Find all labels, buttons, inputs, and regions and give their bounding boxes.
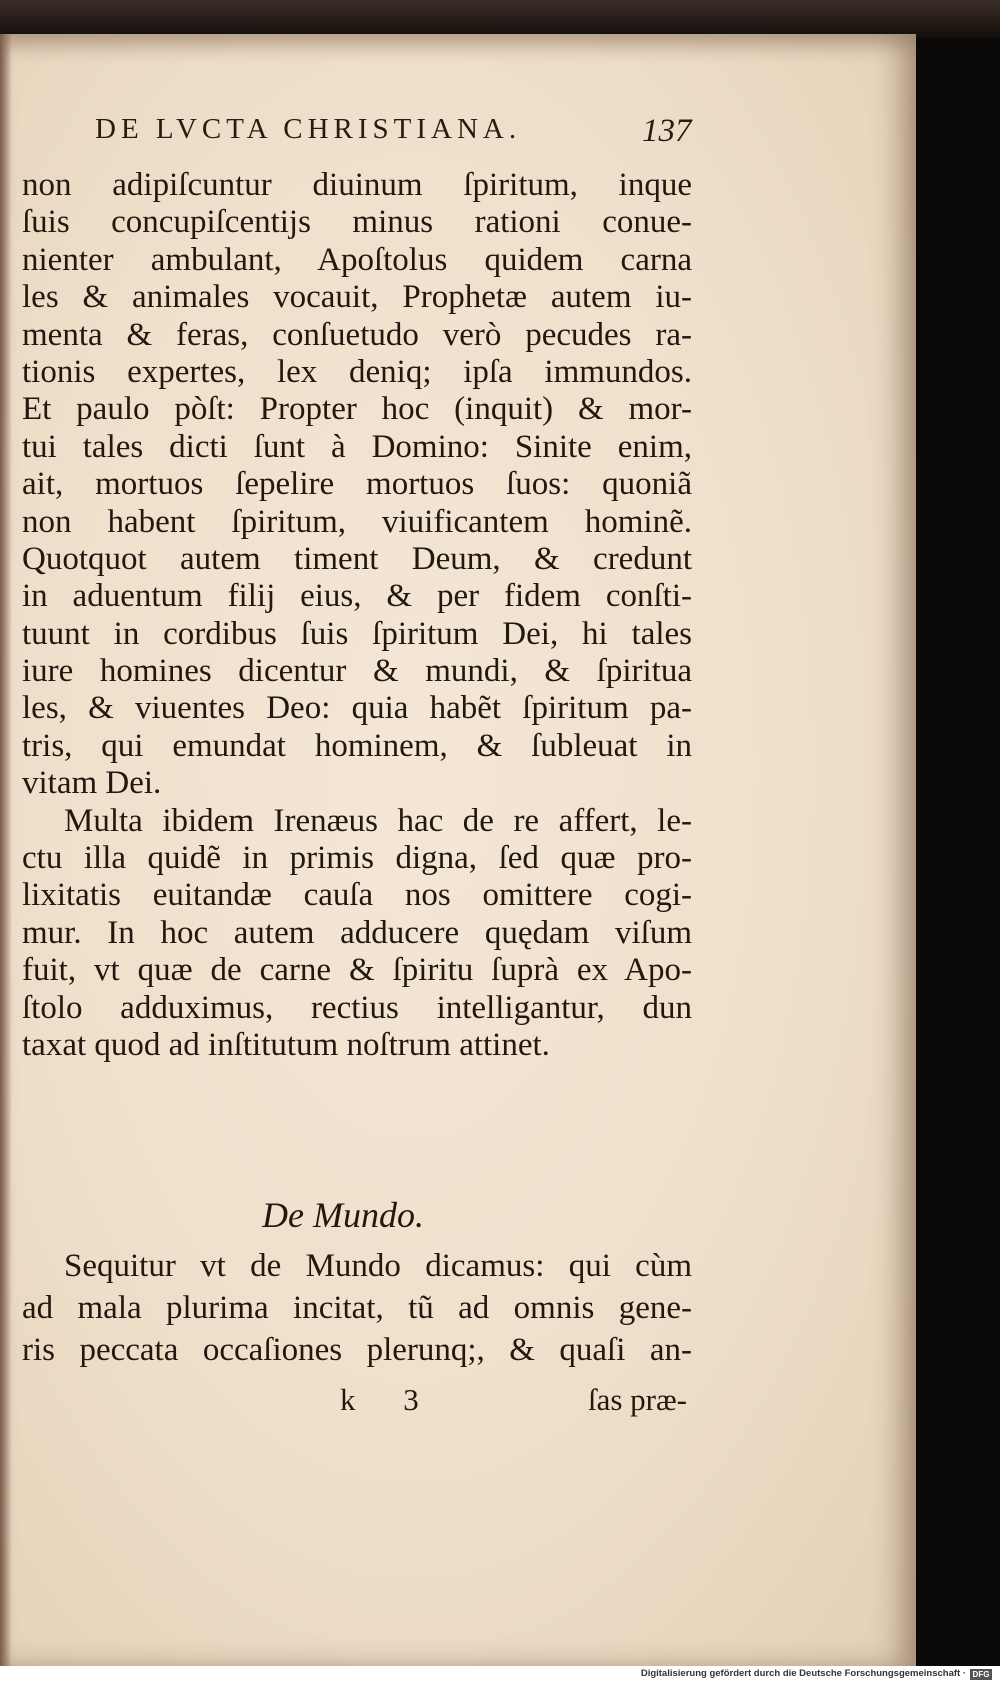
- text-line: menta & feras, conſuetudo verò pecudes ra-: [22, 316, 692, 353]
- text-line: in aduentum filij eius, & per fidem conſti-: [22, 578, 692, 615]
- text-line: ad mala plurima incitat, tũ ad omnis gene-: [22, 1290, 692, 1326]
- running-head: DE LVCTA CHRISTIANA.: [95, 113, 522, 145]
- text-line: ctu illa quidẽ in primis digna, ſed quæ pro-: [22, 840, 692, 877]
- text-block-2: [22, 1245, 692, 1371]
- text-line: tui tales dicti ſunt à Domino: Sinite enim,: [22, 428, 692, 465]
- text-line: tionis expertes, lex deniq; ipſa immundos.: [22, 353, 692, 390]
- text-line: ris peccata occaſiones plerunq;, & quaſi an-: [22, 1332, 692, 1368]
- text-line: ait, mortuos ſepelire mortuos ſuos: quoniã: [22, 466, 692, 503]
- text-line: fuit, vt quæ de carne & ſpiritu ſuprà ex Apo-: [22, 952, 692, 989]
- text-line: non adipiſcuntur diuinum ſpiritum, inque: [22, 167, 692, 203]
- dfg-logo-icon: DFG: [970, 1669, 992, 1680]
- scan-top-border: [0, 0, 1000, 38]
- text-line: taxat quod ad inſtitutum noſtrum attinet.: [22, 1026, 550, 1063]
- section-heading: De Mundo.: [262, 1195, 424, 1235]
- text-line: iure homines dicentur & mundi, & ſpiritua: [22, 653, 692, 690]
- signature-mark: k 3: [340, 1382, 419, 1417]
- text-line: lixitatis euitandæ cauſa nos omittere cogi-: [22, 877, 692, 914]
- text-line: tris, qui emundat hominem, & ſubleuat in: [22, 727, 692, 764]
- text-line: les & animales vocauit, Prophetæ autem iu-: [22, 279, 692, 316]
- text-line: Sequitur vt de Mundo dicamus: qui cùm: [64, 1248, 692, 1284]
- text-line: mur. In hoc autem adducere quędam viſum: [22, 914, 692, 951]
- text-line: Multa ibidem Irenæus hac de re affert, le-: [64, 802, 692, 839]
- catchword: ſas præ-: [588, 1382, 688, 1417]
- text-line: Quotquot autem timent Deum, & credunt: [22, 540, 692, 577]
- text-block-1: [22, 167, 692, 1064]
- text-line: nienter ambulant, Apoſtolus quidem carna: [22, 241, 692, 278]
- text-line: ſuis concupiſcentijs minus rationi conue-: [22, 204, 692, 241]
- text-line: non habent ſpiritum, viuificantem hominẽ.: [22, 503, 692, 540]
- text-line: Et paulo pòſt: Propter hoc (inquit) & mor-: [22, 391, 692, 428]
- text-line: ſtolo adduximus, rectius intelligantur, dun: [22, 989, 692, 1026]
- funding-note: Digitalisierung gefördert durch die Deutsche Forschungsgemeinschaft ·: [640, 1668, 966, 1679]
- page-number: 137: [642, 113, 692, 149]
- page-gutter-shadow: [0, 34, 12, 1666]
- text-line: vitam Dei.: [22, 765, 162, 802]
- text-line: tuunt in cordibus ſuis ſpiritum Dei, hi tales: [22, 615, 692, 652]
- text-line: les, & viuentes Deo: quia habẽt ſpiritum pa-: [22, 690, 692, 727]
